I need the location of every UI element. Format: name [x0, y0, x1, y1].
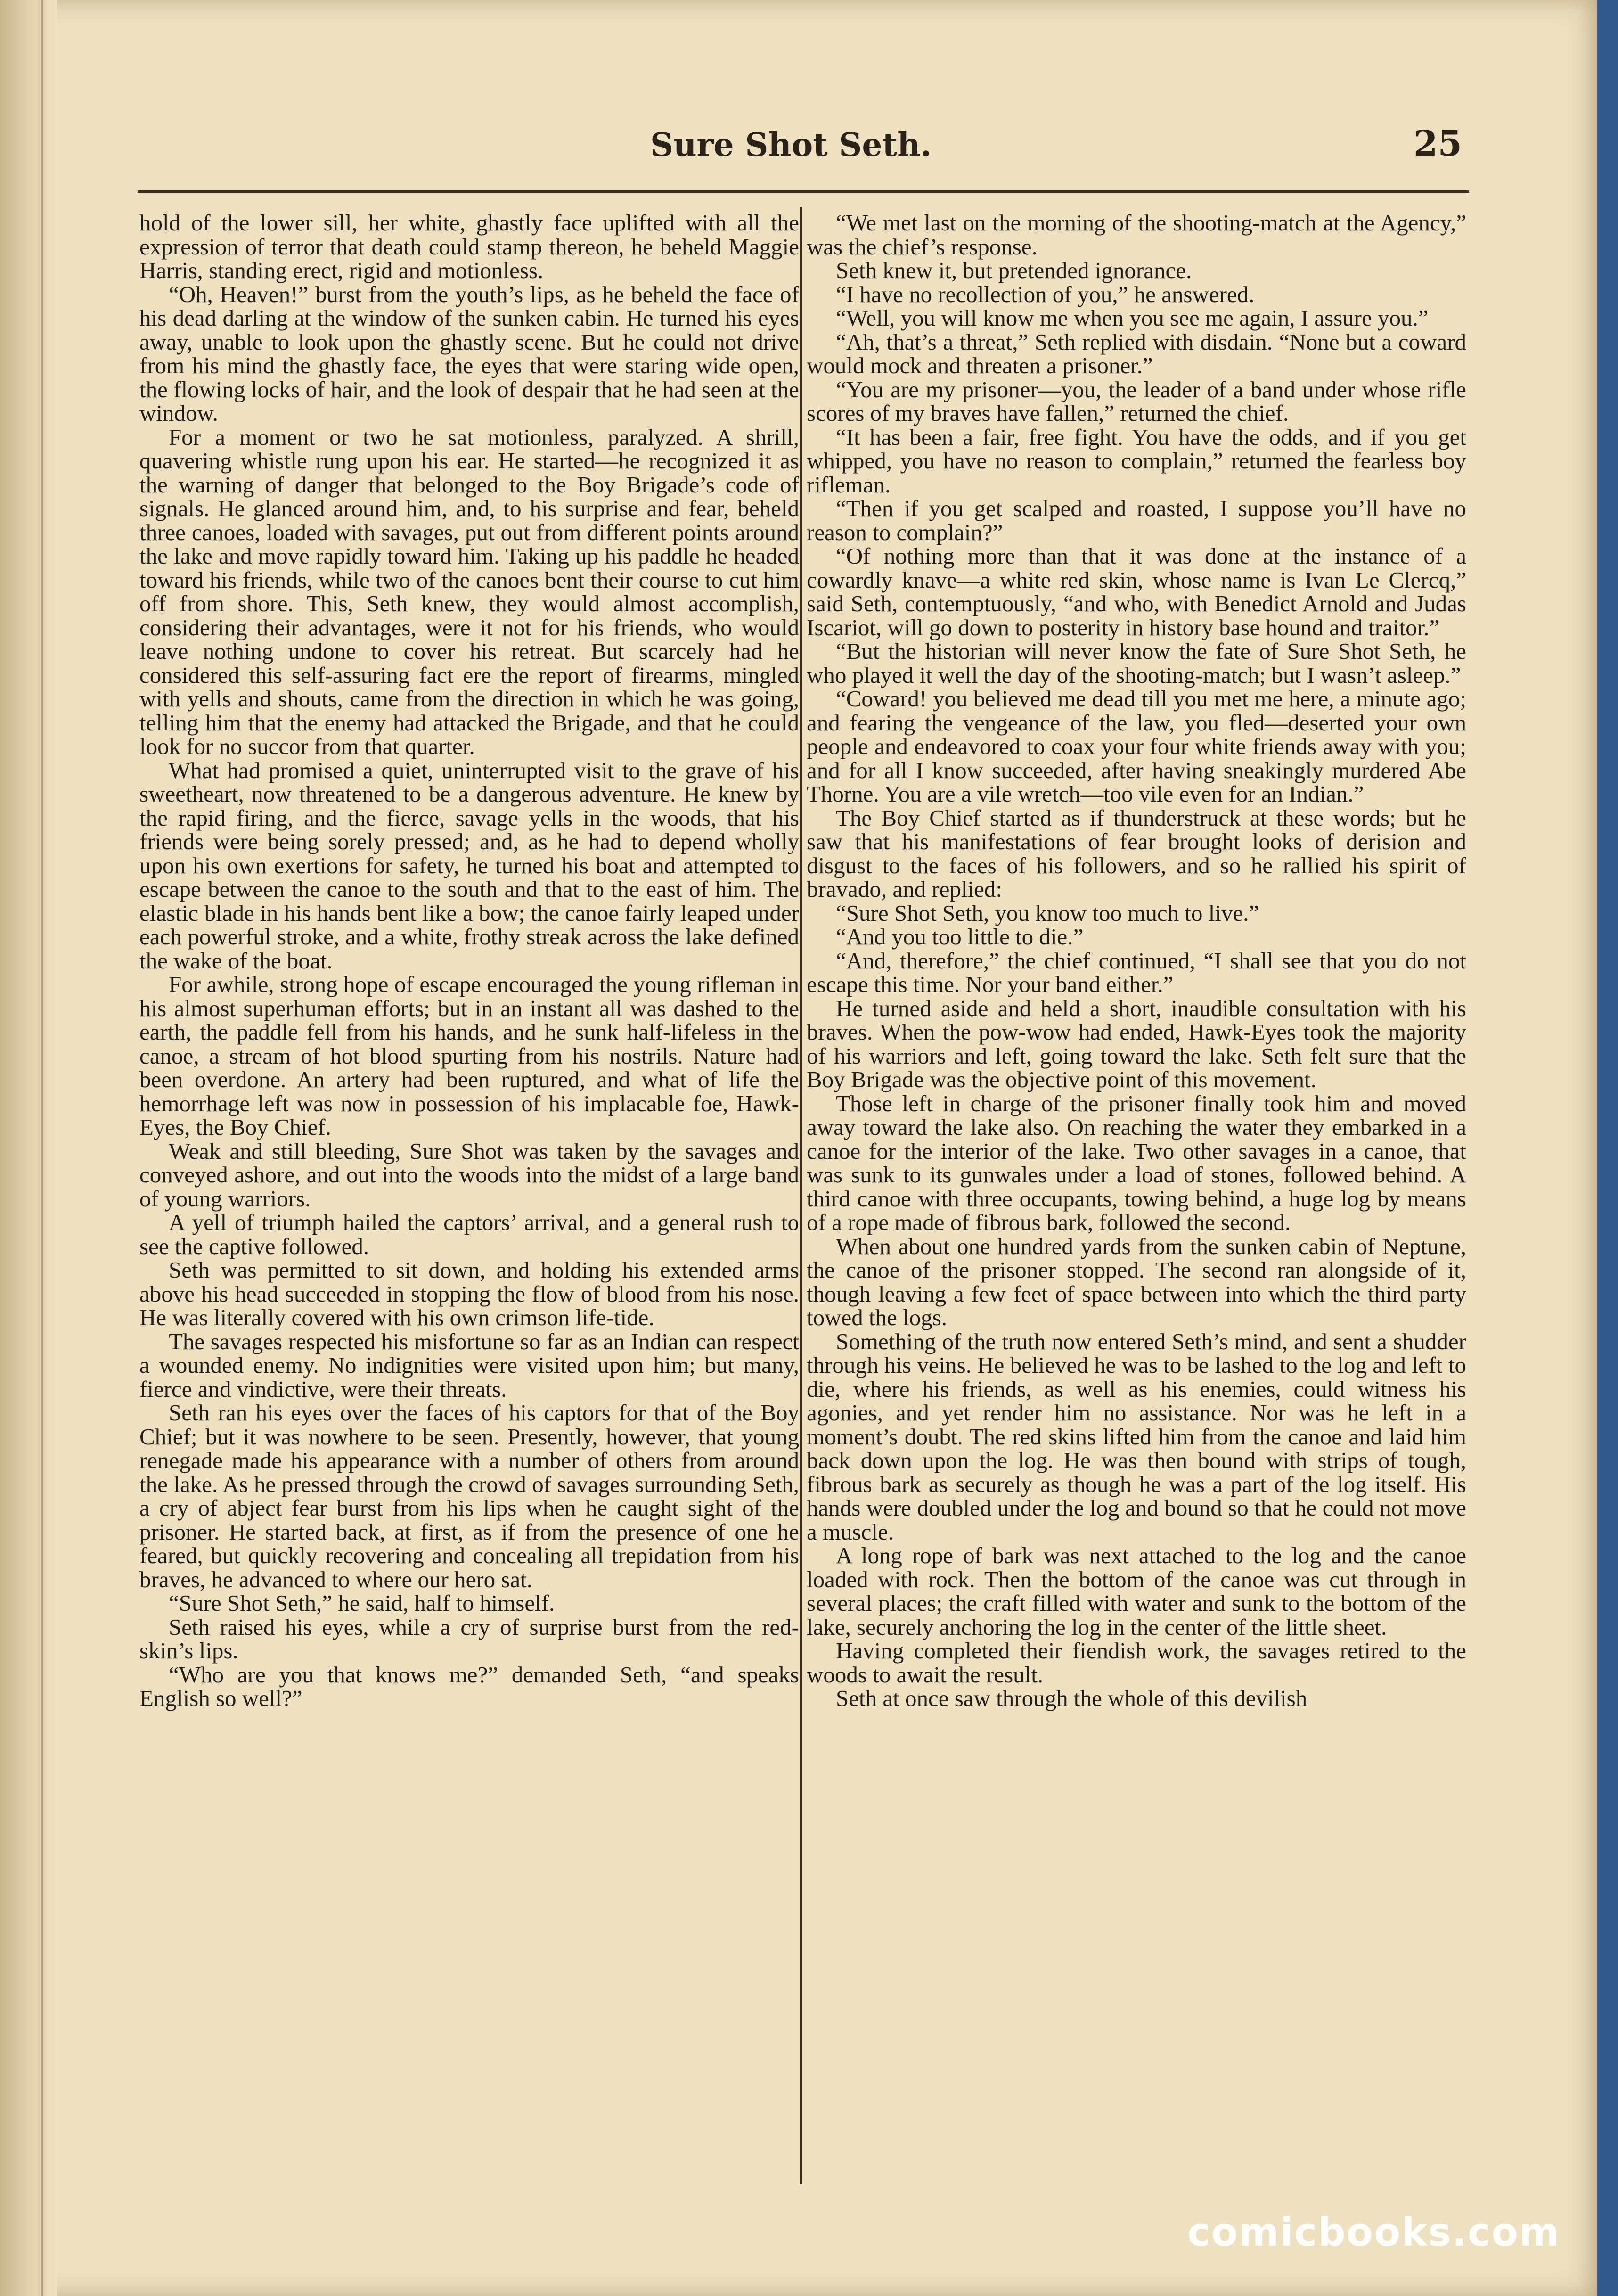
paragraph: A long rope of bark was next attached to the log and the canoe loaded with rock. Then the bottom of the canoe was cut through in several places; the craft filled with water and sunk to the bottom of the lake, securely anchoring the log in the center of the little sheet. — [807, 1542, 1466, 1640]
paragraph: Those left in charge of the prisoner finally took him and moved away toward the lake also. On reaching the water they embarked in a canoe for the interior of the lake. Two other savages in a canoe, that was sunk to its gunwales under a load of stones, followed behind. A third canoe with three occupants, towing behind, a huge log by means of a rope made of fibrous bark, followed the second. — [807, 1090, 1466, 1235]
binding-gutter — [0, 0, 57, 2296]
paragraph: “Sure Shot Seth,” he said, half to himself. — [169, 1590, 555, 1616]
paragraph: He turned aside and held a short, inaudible consultation with his braves. When the pow-wow had ended, Hawk-Eyes took the majority of his warriors and left, going toward the lake. Seth felt sure that the Boy Brigade was the objective point of this movement. — [807, 995, 1466, 1092]
paragraph: “Well, you will know me when you see me again, I assure you.” — [836, 305, 1429, 331]
paragraph: “I have no recollection of you,” he answered. — [836, 281, 1255, 307]
paragraph: “Ah, that’s a threat,” Seth replied with disdain. “None but a coward would mock and threaten a prisoner.” — [807, 328, 1466, 378]
paragraph: “Then if you get scalped and roasted, I suppose you’ll have no reason to complain?” — [807, 495, 1466, 545]
paragraph: Having completed their fiendish work, the savages retired to the woods to await the result. — [807, 1638, 1466, 1688]
paragraph: The savages respected his misfortune so far as an Indian can respect a wounded enemy. No indignities were visited upon him; but many, fierce and vindictive, were their threats. — [139, 1328, 799, 1402]
paragraph: Seth was permitted to sit down, and holding his extended arms above his head succeeded in stopping the flow of blood from his nose. He was literally covered with his own crimson life-tide. — [139, 1257, 799, 1330]
site-watermark: comicbooks.com — [1187, 2210, 1561, 2255]
paragraph: The Boy Chief started as if thunderstruck at these words; but he saw that his manifestations of fear brought looks of derision and disgust to the faces of his followers, and so he rallied his spirit of bravado, and replied: — [807, 804, 1466, 902]
left-text-column — [139, 211, 799, 1711]
paragraph: “You are my prisoner—you, the leader of a band under whose rifle scores of my braves have fallen,” returned the chief. — [807, 376, 1466, 426]
paragraph: Weak and still bleeding, Sure Shot was taken by the savages and conveyed ashore, and out into the woods into the midst of a large band of young warriors. — [139, 1138, 799, 1212]
paragraph: “We met last on the morning of the shooting-match at the Agency,” was the chief’s response. — [807, 210, 1466, 260]
header-rule — [138, 190, 1469, 193]
paragraph: “Sure Shot Seth, you know too much to live.” — [836, 900, 1259, 926]
paragraph: For awhile, strong hope of escape encouraged the young rifleman in his almost superhuman efforts; but in an instant all was dashed to the earth, the paddle fell from his hands, and he sunk half-lifeless in the canoe, a stream of hot blood spurting from his nostrils. Nature had been overdone. An artery had been ruptured, and what of life the hemorrhage left was now in possession of his implacable foe, Hawk-Eyes, the Boy Chief. — [139, 971, 799, 1140]
running-title: Sure Shot Seth. — [650, 126, 932, 164]
paragraph: “Who are you that knows me?” demanded Seth, “and speaks English so well?” — [139, 1661, 799, 1711]
paragraph: “Of nothing more than that it was done at the instance of a cowardly knave—a white red skin, whose name is Ivan Le Clercq,” said Seth, contemptuously, “and who, with Benedict Arnold and Judas Iscariot, will go down to posterity in history base hound and traitor.” — [807, 543, 1466, 640]
gutter-crease — [41, 0, 43, 2296]
paragraph: When about one hundred yards from the sunken cabin of Neptune, the canoe of the prisoner stopped. The second ran alongside of it, though leaving a few feet of space between into which the third party towed the logs. — [807, 1233, 1466, 1330]
paragraph: “Coward! you believed me dead till you met me here, a minute ago; and fearing the vengeance of the law, you fled—deserted your own people and endeavored to coax your four white friends away with you; and for all I know succeeded, after having sneakingly murdered Abe Thorne. You are a vile wretch—too vile even for an Indian.” — [807, 686, 1466, 807]
column-divider — [800, 207, 802, 2184]
paragraph: A yell of triumph hailed the captors’ arrival, and a general rush to see the captive followed. — [139, 1209, 799, 1259]
paragraph: “Oh, Heaven!” burst from the youth’s lips, as he beheld the face of his dead darling at the window of the sunken cabin. He turned his eyes away, unable to look upon the ghastly scene. But he could not drive from his mind the ghastly face, the eyes that were staring wide open, the flowing locks of hair, and the look of despair that he had seen at the window. — [139, 281, 799, 426]
paragraph: “It has been a fair, free fight. You have the odds, and if you get whipped, you have no reason to complain,” returned the fearless boy rifleman. — [807, 424, 1466, 498]
paragraph: “And, therefore,” the chief continued, “I shall see that you do not escape this time. Nor your band either.” — [807, 947, 1466, 997]
paragraph: Seth raised his eyes, while a cry of surprise burst from the red-skin’s lips. — [139, 1614, 799, 1664]
paragraph: Something of the truth now entered Seth’s mind, and sent a shudder through his veins. He believed he was to be lashed to the log and left to die, where his friends, as well as his enemies, could witness his agonies, and yet render him no assistance. Nor was he left in a moment’s doubt. The red skins lifted him from the canoe and laid him back down upon the log. He was then bound with strips of tough, fibrous bark as securely as though he was a part of the log itself. His hands were doubled under the log and bound so that he could not move a muscle. — [807, 1328, 1466, 1545]
page-number: 25 — [1414, 123, 1462, 164]
paragraph: Seth ran his eyes over the faces of his captors for that of the Boy Chief; but it was nowhere to be seen. Presently, however, that young renegade made his appearance with a number of others from around the lake. As he pressed through the crowd of savages surrounding Seth, a cry of abject fear burst from his lips when he caught sight of the prisoner. He started back, at first, as if from the presence of one he feared, but quickly recovering and concealing all trepidation from his braves, he advanced to where our hero sat. — [139, 1400, 799, 1592]
paragraph: Seth at once saw through the whole of this devilish — [836, 1685, 1307, 1711]
right-text-column — [807, 211, 1466, 1711]
paragraph: “And you too little to die.” — [836, 924, 1084, 950]
paragraph: “But the historian will never know the fate of Sure Shot Seth, he who played it well the day of the shooting-match; but I wasn’t asleep.” — [807, 638, 1466, 688]
paragraph: Seth knew it, but pretended ignorance. — [836, 257, 1192, 283]
paragraph: What had promised a quiet, uninterrupted visit to the grave of his sweetheart, now threatened to be a dangerous adventure. He knew by the rapid firing, and the fierce, savage yells in the woods, that his friends were being sorely pressed; and, as he had to depend wholly upon his own exertions for safety, he turned his boat and attempted to escape between the canoe to the south and that to the east of him. The elastic blade in his hands bent like a bow; the canoe fairly leaped under each powerful stroke, and a white, frothy streak across the lake defined the wake of the boat. — [139, 757, 799, 974]
paragraph: For a moment or two he sat motionless, paralyzed. A shrill, quavering whistle rung upon his ear. He started—he recognized it as the warning of danger that belonged to the Boy Brigade’s code of signals. He glanced around him, and, to his surprise and fear, beheld three canoes, loaded with savages, put out from different points around the lake and move rapidly toward him. Taking up his paddle he headed toward his friends, while two of the canoes bent their course to cut him off from shore. This, Seth knew, they would almost accomplish, considering their advantages, were it not for his friends, who would leave nothing undone to cover his retreat. But scarcely had he considered this self-assuring fact ere the report of firearms, mingled with yells and shouts, came from the direction in which he was going, telling him that the enemy had attacked the Brigade, and that he could look for no succor from that quarter. — [139, 424, 799, 759]
paragraph: hold of the lower sill, her white, ghastly face uplifted with all the expression of terror that death could stamp thereon, he beheld Maggie Harris, standing erect, rigid and motionless. — [139, 210, 799, 283]
